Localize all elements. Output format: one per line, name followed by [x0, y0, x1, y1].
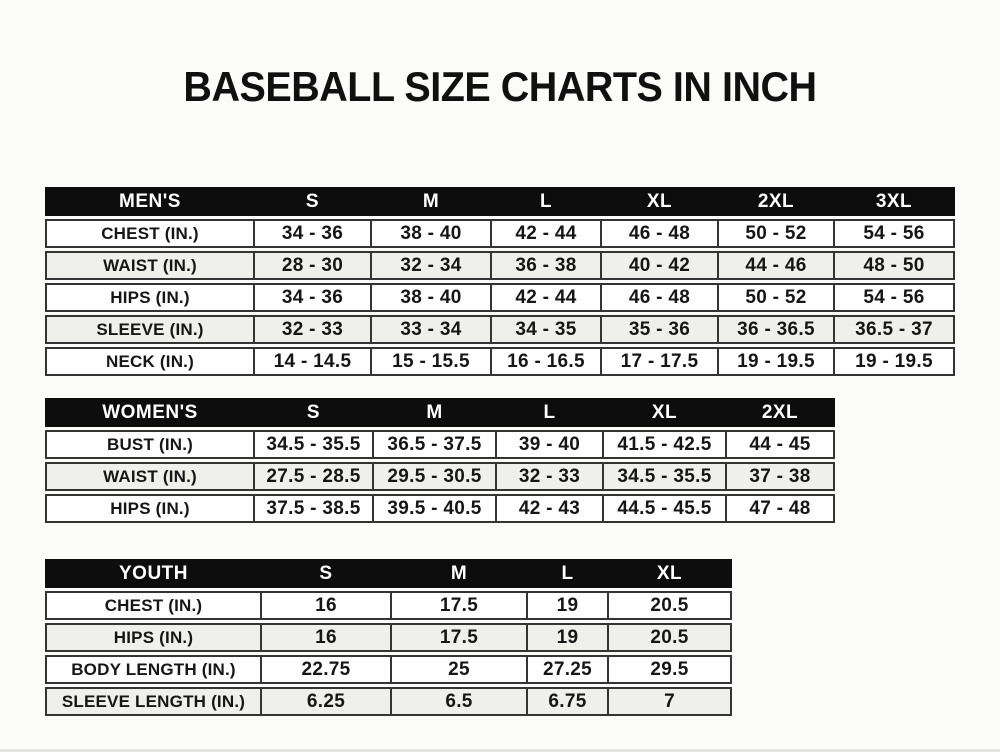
size-value-cell: 17.5	[390, 591, 526, 620]
table-title-cell: YOUTH	[45, 559, 260, 588]
size-value-cell: 47 - 48	[725, 494, 835, 523]
row-label: BODY LENGTH (IN.)	[45, 655, 260, 684]
table-row	[45, 591, 732, 620]
table-row	[45, 462, 835, 491]
size-value-cell: 27.5 - 28.5	[253, 462, 372, 491]
table-row	[45, 347, 955, 376]
size-column-header: L	[495, 398, 602, 427]
size-value-cell: 6.5	[390, 687, 526, 716]
size-value-cell: 14 - 14.5	[253, 347, 370, 376]
size-value-cell: 19	[526, 623, 607, 652]
row-label: HIPS (IN.)	[45, 283, 253, 312]
size-value-cell: 50 - 52	[717, 283, 833, 312]
youth-size-table	[45, 556, 732, 719]
size-value-cell: 44.5 - 45.5	[602, 494, 725, 523]
page-title: BASEBALL SIZE CHARTS IN INCH	[183, 63, 817, 110]
size-value-cell: 36 - 36.5	[717, 315, 833, 344]
size-column-header: S	[253, 398, 372, 427]
size-column-header: XL	[602, 398, 725, 427]
size-value-cell: 38 - 40	[370, 219, 490, 248]
womens-size-table	[45, 395, 835, 526]
size-column-header: 2XL	[717, 187, 833, 216]
size-value-cell: 50 - 52	[717, 219, 833, 248]
table-row	[45, 315, 955, 344]
size-value-cell: 20.5	[607, 623, 732, 652]
row-label: CHEST (IN.)	[45, 591, 260, 620]
size-value-cell: 17.5	[390, 623, 526, 652]
size-value-cell: 20.5	[607, 591, 732, 620]
size-column-header: S	[253, 187, 370, 216]
table-title-cell: WOMEN'S	[45, 398, 253, 427]
size-value-cell: 36.5 - 37.5	[372, 430, 495, 459]
size-value-cell: 48 - 50	[833, 251, 955, 280]
size-value-cell: 6.75	[526, 687, 607, 716]
size-value-cell: 19 - 19.5	[717, 347, 833, 376]
size-value-cell: 39.5 - 40.5	[372, 494, 495, 523]
size-value-cell: 28 - 30	[253, 251, 370, 280]
size-column-header: M	[370, 187, 490, 216]
row-label: HIPS (IN.)	[45, 623, 260, 652]
size-value-cell: 46 - 48	[600, 219, 717, 248]
size-value-cell: 42 - 44	[490, 283, 600, 312]
size-value-cell: 34.5 - 35.5	[602, 462, 725, 491]
size-value-cell: 32 - 33	[495, 462, 602, 491]
size-value-cell: 19 - 19.5	[833, 347, 955, 376]
size-value-cell: 37.5 - 38.5	[253, 494, 372, 523]
size-value-cell: 27.25	[526, 655, 607, 684]
row-label: NECK (IN.)	[45, 347, 253, 376]
table-title-cell: MEN'S	[45, 187, 253, 216]
row-label: HIPS (IN.)	[45, 494, 253, 523]
size-value-cell: 39 - 40	[495, 430, 602, 459]
size-value-cell: 34 - 36	[253, 219, 370, 248]
size-value-cell: 16	[260, 591, 390, 620]
size-value-cell: 34 - 36	[253, 283, 370, 312]
table-row	[45, 655, 732, 684]
row-label: BUST (IN.)	[45, 430, 253, 459]
size-value-cell: 46 - 48	[600, 283, 717, 312]
size-column-header: XL	[600, 187, 717, 216]
size-value-cell: 19	[526, 591, 607, 620]
size-column-header: S	[260, 559, 390, 588]
size-column-header: M	[390, 559, 526, 588]
size-value-cell: 54 - 56	[833, 219, 955, 248]
size-value-cell: 54 - 56	[833, 283, 955, 312]
size-value-cell: 6.25	[260, 687, 390, 716]
size-value-cell: 32 - 34	[370, 251, 490, 280]
size-column-header: L	[490, 187, 600, 216]
table-row	[45, 283, 955, 312]
size-value-cell: 34 - 35	[490, 315, 600, 344]
size-value-cell: 7	[607, 687, 732, 716]
size-value-cell: 33 - 34	[370, 315, 490, 344]
size-value-cell: 36 - 38	[490, 251, 600, 280]
row-label: SLEEVE (IN.)	[45, 315, 253, 344]
size-value-cell: 38 - 40	[370, 283, 490, 312]
size-value-cell: 44 - 45	[725, 430, 835, 459]
header-row	[45, 187, 955, 216]
size-value-cell: 25	[390, 655, 526, 684]
size-value-cell: 29.5 - 30.5	[372, 462, 495, 491]
size-column-header: L	[526, 559, 607, 588]
table-row	[45, 494, 835, 523]
size-column-header: M	[372, 398, 495, 427]
size-value-cell: 16 - 16.5	[490, 347, 600, 376]
size-value-cell: 41.5 - 42.5	[602, 430, 725, 459]
size-value-cell: 16	[260, 623, 390, 652]
size-column-header: 3XL	[833, 187, 955, 216]
size-value-cell: 37 - 38	[725, 462, 835, 491]
size-value-cell: 32 - 33	[253, 315, 370, 344]
header-row	[45, 398, 835, 427]
size-value-cell: 42 - 44	[490, 219, 600, 248]
table-row	[45, 623, 732, 652]
size-value-cell: 40 - 42	[600, 251, 717, 280]
row-label: CHEST (IN.)	[45, 219, 253, 248]
size-column-header: 2XL	[725, 398, 835, 427]
table-row	[45, 430, 835, 459]
size-column-header: XL	[607, 559, 732, 588]
size-value-cell: 36.5 - 37	[833, 315, 955, 344]
row-label: WAIST (IN.)	[45, 251, 253, 280]
row-label: WAIST (IN.)	[45, 462, 253, 491]
row-label: SLEEVE LENGTH (IN.)	[45, 687, 260, 716]
size-value-cell: 22.75	[260, 655, 390, 684]
size-value-cell: 44 - 46	[717, 251, 833, 280]
size-value-cell: 34.5 - 35.5	[253, 430, 372, 459]
table-row	[45, 219, 955, 248]
size-value-cell: 35 - 36	[600, 315, 717, 344]
size-value-cell: 17 - 17.5	[600, 347, 717, 376]
size-value-cell: 29.5	[607, 655, 732, 684]
header-row	[45, 559, 732, 588]
table-row	[45, 687, 732, 716]
table-row	[45, 251, 955, 280]
mens-size-table	[45, 184, 955, 379]
size-value-cell: 42 - 43	[495, 494, 602, 523]
size-value-cell: 15 - 15.5	[370, 347, 490, 376]
